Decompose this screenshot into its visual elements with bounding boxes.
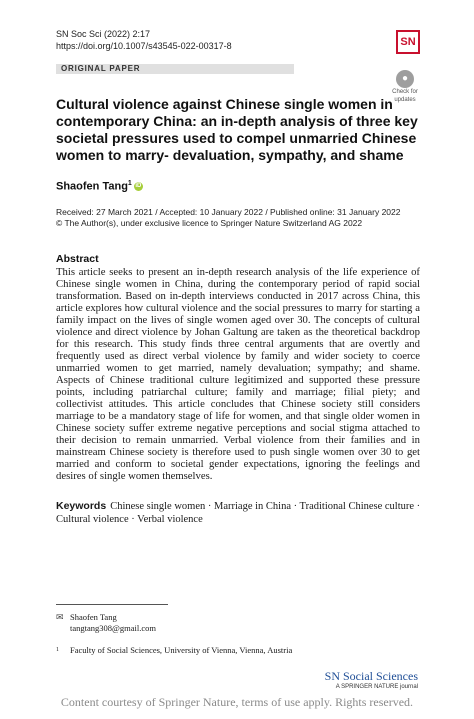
history-dates: Received: 27 March 2021 / Accepted: 10 January 2022 / Published online: 31 January 2022 <box>56 207 401 217</box>
courtesy-watermark: Content courtesy of Springer Nature, terms of use apply. Rights reserved. <box>60 695 414 709</box>
copyright-line: © The Author(s), under exclusive licence to Springer Nature Switzerland AG 2022 <box>56 218 363 228</box>
journal-publisher: A SPRINGER NATURE journal <box>335 684 418 690</box>
author-line <box>56 180 143 193</box>
check-updates-line2: updates <box>394 97 416 103</box>
author-affil-sup: 1 <box>127 180 132 187</box>
sn-logo: SN <box>396 30 420 54</box>
abstract-text: This article seeks to present an in-depth research analysis of the life experience of Chinese single women in China, during the contemporary period of rapid social transformation. Based on in-depth interviews conducted in 2017 across China, this article explores how cultural violence and the social pressures to marry for starting a family impact on the lives of single women aged over 30. The concepts of cultural violence and direct violence by Johan Galtung are taken as the theoretical backdrop for this research. This study finds three central arguments that are overtly and frequently used as direct verbal violence by family and wider society to coerce unmarried women to get married, namely devaluation; sympathy; and shame. Aspects of Chinese traditional culture legitimized and supported these pressure points, including patriarchal culture; family and marriage; filial piety; and collectivist attitudes. This article concludes that Chinese society still considers marriage to be a mandatory stage of life for women, and that single older women in Chinese society suffer extreme negative perceptions and social stigma attached to their decision to remain unmarried. Verbal violence from their families and in mainstream Chinese society is therefore used to push single women over 30 to get married and conform to societal gender expectations, ignoring the feelings and desires of single women themselves. <box>56 266 420 482</box>
orcid-icon[interactable]: iD <box>135 183 142 190</box>
article-dates <box>56 207 400 229</box>
affiliation-text: Faculty of Social Sciences, University of Vienna, Vienna, Austria <box>70 645 293 655</box>
contact-name: Shaofen Tang <box>70 612 117 622</box>
keywords-list: Chinese single women · Marriage in China · Traditional Chinese culture · Cultural violence · Verbal violence <box>56 501 421 525</box>
keywords-block <box>56 500 422 526</box>
footnote-divider <box>56 604 168 605</box>
check-updates-icon: ● <box>396 70 414 88</box>
keywords-label: Keywords <box>56 500 107 512</box>
paper-type-banner: ORIGINAL PAPER <box>56 64 294 74</box>
contact-email[interactable]: tangtang308@gmail.com <box>70 623 156 633</box>
check-updates-line1: Check for <box>392 89 418 95</box>
article-meta <box>56 28 232 52</box>
journal-citation: SN Soc Sci (2022) 2:17 <box>56 29 151 39</box>
corresponding-author <box>56 612 156 634</box>
article-title: Cultural violence against Chinese single women in contemporary China: an in-depth analysis of three key societal pressures used to compel unmarried Chinese women to marry- devaluation, sympathy, and shame <box>56 96 418 163</box>
affiliation-footnote <box>56 645 292 656</box>
journal-brand <box>325 669 418 691</box>
envelope-icon: ✉ <box>56 612 64 622</box>
journal-name: SN Social Sciences <box>324 669 418 683</box>
affiliation-number: 1 <box>56 647 59 653</box>
author-name[interactable]: Shaofen Tang <box>56 180 128 193</box>
doi-link[interactable]: https://doi.org/10.1007/s43545-022-00317-8 <box>56 41 232 51</box>
abstract-heading: Abstract <box>56 253 99 265</box>
